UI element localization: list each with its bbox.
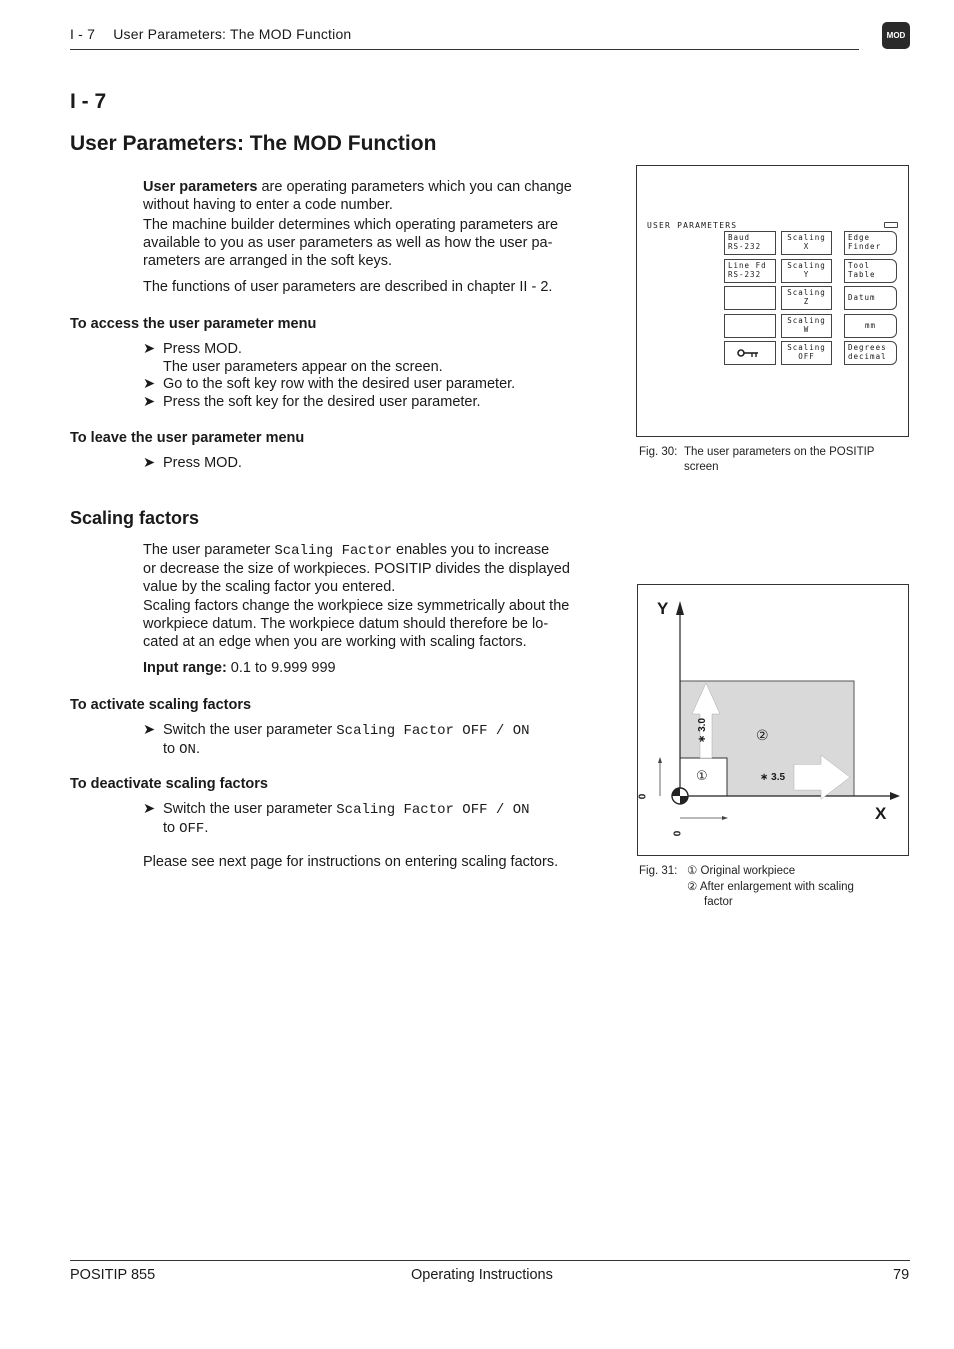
scaling-text: enables you to increase: [392, 542, 550, 558]
running-header-section-number: I - 7: [70, 26, 96, 42]
softkey-baud-rs232[interactable]: [724, 231, 776, 255]
softkey-scaling-x[interactable]: [781, 231, 832, 255]
scaling-text: value by the scaling factor you entered.: [143, 579, 396, 595]
intro-paragraph-2: [143, 216, 623, 270]
softkey-code-key[interactable]: [724, 341, 776, 365]
softkey-label: Scaling: [787, 288, 826, 297]
marker-enlarged: ②: [756, 727, 769, 743]
chapter-title: User Parameters: The MOD Function: [70, 132, 437, 155]
step-text: Go to the soft key row with the desired user parameter.: [163, 376, 516, 392]
scaling-text: The user parameter: [143, 542, 275, 558]
caption-text: After enlargement with scaling: [699, 881, 854, 893]
intro-text: The machine builder determines which operating parameters are: [143, 217, 559, 233]
step-text: to: [163, 741, 180, 757]
on-value: ON: [179, 742, 196, 758]
softkey-edge-finder[interactable]: [844, 231, 897, 255]
deactivate-heading: To deactivate scaling factors: [70, 776, 268, 792]
dimension-label-vertical: ∗ 3.0: [697, 717, 709, 744]
caption-text: Original workpiece: [700, 865, 796, 877]
zero-label-horizontal: 0: [672, 830, 684, 837]
scaling-text: cated at an edge when you are working with scaling factors.: [143, 634, 527, 650]
page-number: 79: [893, 1267, 910, 1283]
softkey-label: Datum: [848, 293, 876, 302]
deactivate-step: [143, 800, 530, 838]
intro-term: User parameters: [143, 179, 258, 195]
step-text: Switch the user parameter: [163, 722, 337, 738]
scaling-paragraph-1: [143, 541, 623, 596]
softkey-label: decimal: [848, 352, 887, 361]
softkey-label: X: [803, 242, 810, 251]
access-step-3: [143, 393, 481, 411]
input-range-label: Input range:: [143, 660, 227, 676]
softkey-label: RS-232: [728, 242, 762, 251]
input-range-value: 0.1 to 9.999 999: [226, 660, 336, 676]
softkey-degrees-decimal[interactable]: [844, 341, 897, 365]
leave-step-1: [143, 454, 242, 472]
softkey-label: Scaling: [787, 233, 826, 242]
softkey-scaling-y[interactable]: [781, 259, 832, 283]
softkey-label: Scaling: [787, 343, 826, 352]
running-header-title: User Parameters: The MOD Function: [113, 26, 352, 42]
access-step-1: [143, 340, 443, 376]
scaling-factor-code: Scaling Factor: [274, 543, 392, 559]
softkey-label: Scaling: [787, 316, 826, 325]
softkey-scaling-w[interactable]: [781, 314, 832, 338]
x-axis-label: X: [875, 804, 887, 823]
caption-text: screen: [684, 461, 719, 473]
off-value: OFF: [179, 821, 205, 837]
softkey-scaling-off[interactable]: [781, 341, 832, 365]
scaling-text: or decrease the size of workpieces. POSITIP divides the displayed: [143, 561, 570, 577]
next-page-note: Please see next page for instructions on entering scaling factors.: [143, 854, 559, 870]
access-step-2: [143, 375, 515, 393]
intro-text: The functions of user parameters are described in chapter II - 2.: [143, 279, 553, 295]
screen-title: USER PARAMETERS: [647, 221, 738, 230]
datum-quadrant: [680, 796, 688, 804]
intro-text: rameters are arranged in the soft keys.: [143, 253, 393, 269]
caption-item-1: [687, 864, 795, 879]
scaling-paragraph-2: [143, 597, 623, 651]
step-text: Press MOD.: [163, 455, 242, 471]
arrow-icon: ➤: [143, 341, 156, 357]
softkey-label: Edge: [848, 233, 871, 242]
softkey-label: Scaling: [787, 261, 826, 270]
softkey-label: Table: [848, 270, 876, 279]
scaling-text: Scaling factors change the workpiece size symmetrically about the: [143, 598, 570, 614]
softkey-empty-1[interactable]: [724, 286, 776, 310]
caption-marker: ②: [687, 881, 698, 893]
activate-heading: To activate scaling factors: [70, 697, 252, 713]
footer-product: POSITIP 855: [70, 1267, 156, 1283]
arrow-icon: ➤: [143, 394, 156, 410]
mod-key-icon: MOD: [882, 22, 910, 49]
intro-text: available to you as user parameters as well as how the user pa-: [143, 235, 553, 251]
figure-31-caption: [639, 864, 677, 879]
footer-doc-title: Operating Instructions: [411, 1267, 553, 1283]
softkey-label: Tool: [848, 261, 871, 270]
marker-original: ①: [696, 768, 708, 783]
x-axis-arrow-icon: [890, 792, 900, 800]
caption-label: Fig. 30:: [639, 446, 678, 458]
leave-heading: To leave the user parameter menu: [70, 430, 305, 446]
caption-label: Fig. 31:: [639, 865, 678, 877]
caption-text: The user parameters on the POSITIP: [684, 446, 875, 458]
step-text: .: [195, 741, 200, 757]
intro-paragraph-3: [143, 278, 623, 296]
caption-marker: ①: [687, 865, 698, 877]
scaling-diagram: [638, 585, 908, 855]
arrow-icon: ➤: [143, 376, 156, 392]
figure-30-screen: [636, 165, 909, 437]
softkey-label: Z: [803, 297, 810, 306]
chapter-number: I - 7: [70, 90, 107, 113]
softkey-tool-table[interactable]: [844, 259, 897, 283]
caption-item-2: [687, 880, 854, 895]
key-icon: [737, 348, 759, 358]
dimension-arrow-icon: [722, 816, 728, 820]
y-axis-label: Y: [657, 599, 669, 618]
intro-text: are operating parameters which you can change: [257, 179, 572, 195]
arrow-icon: ➤: [143, 722, 156, 738]
header-rule: [70, 49, 859, 50]
softkey-label: RS-232: [728, 270, 762, 279]
softkey-label: Y: [803, 270, 810, 279]
datum-quadrant: [672, 788, 680, 796]
scaling-factor-code: Scaling Factor OFF / ON: [336, 802, 530, 818]
footer-rule: [70, 1260, 910, 1261]
softkey-scaling-z[interactable]: [781, 286, 832, 310]
running-header: [70, 26, 351, 42]
softkey-label: Line Fd: [728, 261, 767, 270]
dimension-label-horizontal: ∗ 3.5: [760, 772, 786, 783]
figure-30-caption: [639, 445, 875, 460]
intro-paragraph-1: [143, 178, 623, 214]
softkey-datum[interactable]: [844, 286, 897, 310]
step-text: The user parameters appear on the screen.: [163, 359, 443, 375]
step-text: to: [163, 820, 180, 836]
access-heading: To access the user parameter menu: [70, 316, 317, 332]
dimension-arrow-icon: [658, 757, 662, 763]
softkey-line-feed-rs232[interactable]: [724, 259, 776, 283]
softkey-label: Degrees: [848, 343, 887, 352]
arrow-icon: ➤: [143, 455, 156, 471]
softkey-label: OFF: [798, 352, 815, 361]
scaling-text: workpiece datum. The workpiece datum should therefore be lo-: [143, 616, 549, 632]
step-text: Press the soft key for the desired user parameter.: [163, 394, 481, 410]
softkey-label: Finder: [848, 242, 882, 251]
y-axis-arrow-icon: [676, 601, 684, 615]
zero-label-vertical: 0: [637, 793, 649, 800]
arrow-icon: ➤: [143, 801, 156, 817]
scaling-factor-code: Scaling Factor OFF / ON: [336, 723, 530, 739]
softkey-label: Baud: [728, 233, 751, 242]
figure-31-diagram: [637, 584, 909, 856]
battery-icon: [884, 222, 898, 228]
scaling-heading: Scaling factors: [70, 508, 200, 528]
caption-text: factor: [704, 896, 733, 908]
activate-step: [143, 721, 530, 759]
step-text: Press MOD.: [163, 341, 242, 357]
softkey-empty-2[interactable]: [724, 314, 776, 338]
softkey-label: W: [803, 325, 810, 334]
intro-text: without having to enter a code number.: [143, 197, 393, 213]
softkey-label: mm: [864, 321, 877, 330]
step-text: Switch the user parameter: [163, 801, 337, 817]
input-range: [143, 659, 623, 677]
step-text: .: [204, 820, 209, 836]
softkey-mm[interactable]: [844, 314, 897, 338]
